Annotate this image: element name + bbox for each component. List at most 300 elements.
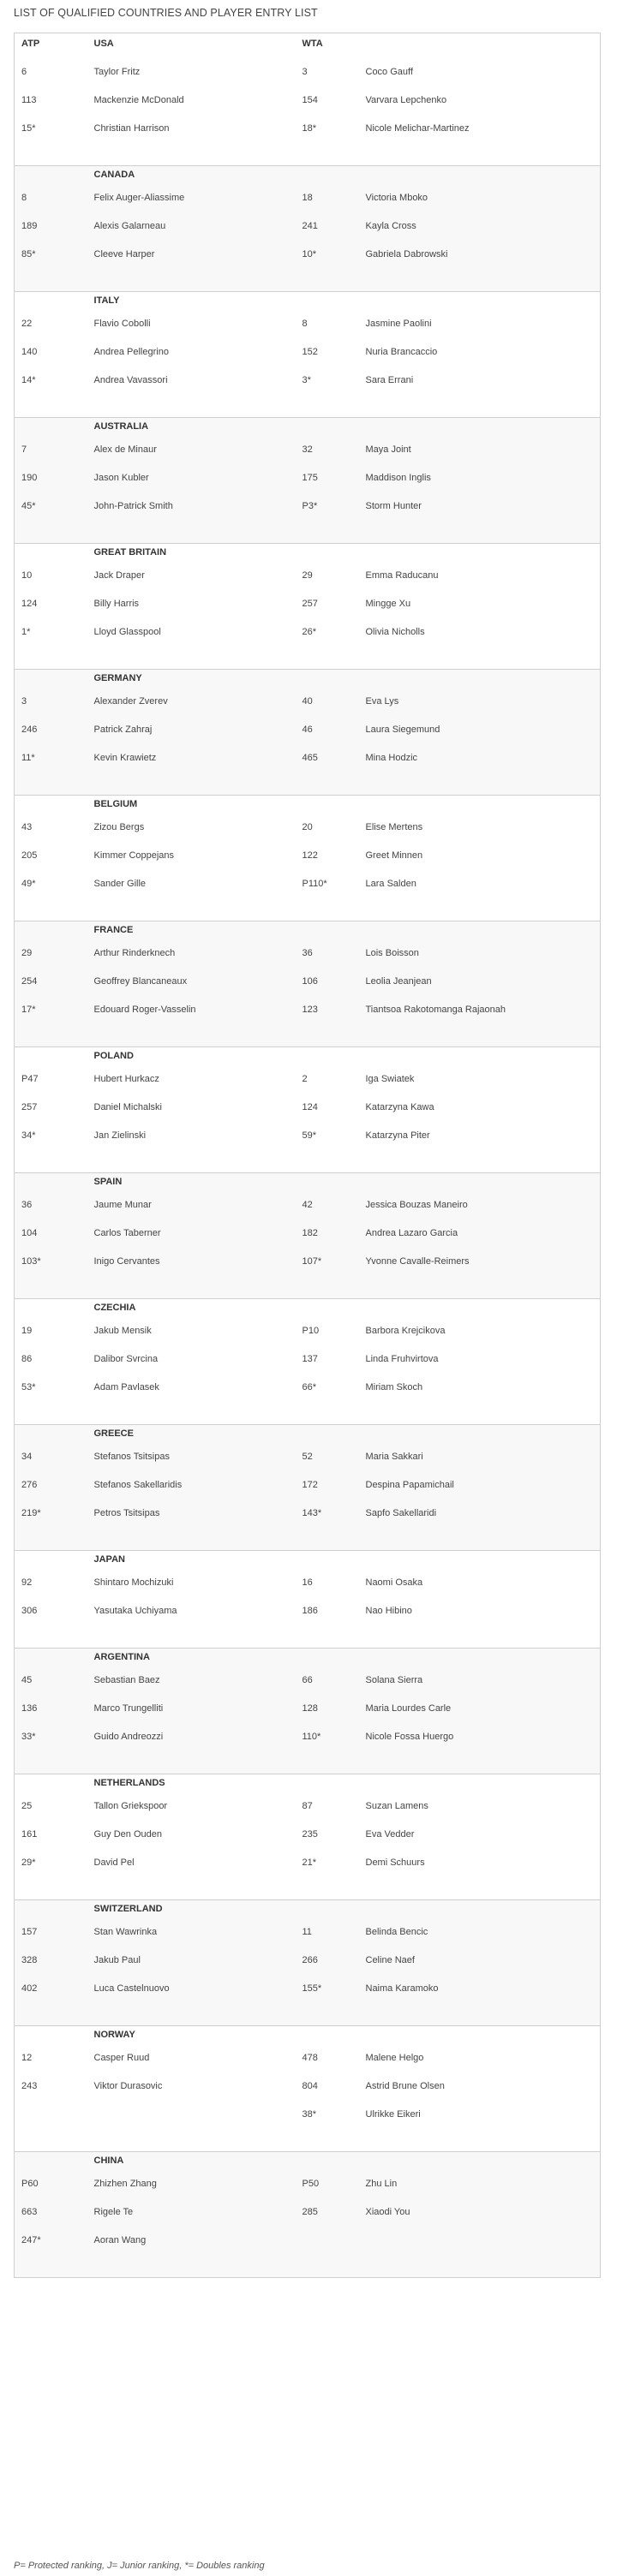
atp-rank: 11* (21, 752, 35, 763)
country-heading: NETHERLANDS (93, 1778, 165, 1788)
wta-player-name: Suzan Lamens (365, 1800, 428, 1811)
atp-rank: 22 (21, 318, 33, 329)
wta-rank: 2 (302, 1073, 308, 1084)
wta-rank: 20 (302, 821, 313, 832)
atp-player-name: Guido Andreozzi (93, 1731, 164, 1742)
atp-rank: 124 (21, 598, 38, 609)
wta-player-name: Elise Mertens (365, 821, 423, 832)
country-heading-row (15, 292, 601, 310)
wta-rank: 152 (302, 346, 318, 357)
atp-rank: 36 (21, 1199, 33, 1210)
atp-player-name: Sander Gille (93, 878, 147, 889)
wta-rank: 18* (302, 122, 317, 134)
atp-player-name: Petros Tsitsipas (93, 1507, 160, 1518)
wta-player-name: Varvara Lepchenko (365, 94, 447, 105)
spacer-row (15, 1401, 601, 1425)
atp-player-name: Hubert Hurkacz (93, 1073, 159, 1084)
atp-player-name: Sebastian Baez (93, 1674, 160, 1685)
header-blank-cell (359, 33, 601, 55)
country-heading-row (15, 1047, 601, 1065)
atp-player-name: Guy Den Ouden (93, 1828, 162, 1840)
wta-player-name: Eva Vedder (365, 1828, 415, 1840)
atp-rank: 247* (21, 2234, 41, 2245)
atp-rank: 86 (21, 1353, 33, 1364)
atp-player-name: Patrick Zahraj (93, 724, 153, 735)
country-heading: JAPAN (93, 1554, 125, 1565)
country-heading-row (15, 166, 601, 184)
wta-player-name: Mina Hodzic (365, 752, 418, 763)
table-row (15, 2197, 601, 2226)
wta-rank: 52 (302, 1451, 313, 1462)
blank-cell (296, 2152, 359, 2170)
table-row (15, 2169, 601, 2197)
country-heading-row (15, 2026, 601, 2044)
blank-cell (359, 1774, 601, 1792)
wta-player-name: Sara Errani (365, 374, 414, 385)
atp-rank: 85* (21, 248, 36, 259)
atp-rank (15, 2100, 87, 2128)
wta-rank: P10 (302, 1325, 320, 1336)
spacer-row (15, 1876, 601, 1900)
blank-cell (359, 921, 601, 939)
table-row (15, 114, 601, 142)
blank-cell (296, 418, 359, 436)
atp-player-name: Andrea Vavassori (93, 374, 168, 385)
atp-rank: 219* (21, 1507, 41, 1518)
wta-player-name: Maya Joint (365, 444, 411, 455)
table-row (15, 1974, 601, 2002)
spacer-row (15, 268, 601, 292)
wta-player-name: Celine Naef (365, 1954, 415, 1965)
table-row (15, 2072, 601, 2100)
wta-rank: 21* (302, 1857, 317, 1868)
atp-rank: 136 (21, 1702, 38, 1714)
table-row (15, 715, 601, 743)
atp-player-name: Stan Wawrinka (93, 1926, 158, 1937)
atp-rank: 190 (21, 472, 38, 483)
atp-rank: 3 (21, 695, 27, 707)
country-group (15, 544, 601, 670)
wta-rank: 804 (302, 2080, 318, 2091)
country-heading: NORWAY (93, 2030, 135, 2040)
blank-cell (296, 292, 359, 310)
wta-rank: 87 (302, 1800, 313, 1811)
country-group (15, 2152, 601, 2278)
wta-player-name: Victoria Mboko (365, 192, 428, 203)
atp-rank: 113 (21, 94, 37, 105)
wta-rank: P3* (302, 500, 318, 511)
table-row (15, 939, 601, 967)
blank-cell (15, 544, 87, 562)
country-heading-row (15, 418, 601, 436)
wta-player-name: Nao Hibino (365, 1605, 412, 1616)
wta-rank: 241 (302, 220, 318, 231)
wta-rank: 478 (302, 2052, 318, 2063)
wta-rank: 137 (302, 1353, 318, 1364)
atp-player-name: Billy Harris (93, 598, 140, 609)
atp-rank: P47 (21, 1073, 39, 1084)
country-group (15, 1425, 601, 1551)
wta-rank: 235 (302, 1828, 318, 1840)
wta-rank: 66* (302, 1381, 317, 1392)
country-heading: GREAT BRITAIN (93, 547, 167, 558)
wta-player-name: Leolia Jeanjean (365, 975, 432, 987)
blank-cell (359, 1173, 601, 1191)
wta-player-name: Malene Helgo (365, 2052, 424, 2063)
country-group (15, 1299, 601, 1425)
table-row (15, 1596, 601, 1625)
atp-player-name: Stefanos Tsitsipas (93, 1451, 170, 1462)
country-group (15, 1047, 601, 1173)
wta-rank: P50 (302, 2178, 320, 2189)
atp-rank: 49* (21, 878, 36, 889)
wta-rank: 10* (302, 248, 317, 259)
atp-player-name: Inigo Cervantes (93, 1255, 160, 1267)
country-heading-row (15, 796, 601, 814)
wta-rank: 42 (302, 1199, 313, 1210)
table-row (15, 463, 601, 492)
blank-cell (15, 166, 87, 184)
country-heading: GERMANY (93, 673, 142, 683)
spacer-row (15, 1527, 601, 1551)
atp-player-name: Tallon Griekspoor (93, 1800, 168, 1811)
table-row (15, 1064, 601, 1093)
table-row (15, 86, 601, 114)
blank-cell (359, 1047, 601, 1065)
atp-player-name: Taylor Fritz (93, 66, 141, 77)
table-row (15, 240, 601, 268)
wta-player-name: Kayla Cross (365, 220, 416, 231)
blank-cell (15, 292, 87, 310)
country-heading: POLAND (93, 1051, 134, 1061)
atp-player-name: Cleeve Harper (93, 248, 155, 259)
atp-player-name: Arthur Rinderknech (93, 947, 176, 958)
spacer-row (15, 2002, 601, 2026)
atp-player-name: Alexis Galarneau (93, 220, 166, 231)
wta-player-name: Linda Fruhvirtova (365, 1353, 439, 1364)
country-heading-row (15, 2152, 601, 2170)
atp-player-name: Andrea Pellegrino (93, 346, 169, 357)
atp-rank: P60 (21, 2178, 39, 2189)
atp-rank: 34* (21, 1130, 36, 1141)
wta-player-name: Katarzyna Piter (365, 1130, 430, 1141)
atp-rank: 17* (21, 1004, 36, 1015)
table-row (15, 589, 601, 617)
table-row (15, 212, 601, 240)
table-row (15, 435, 601, 463)
wta-player-name: Despina Papamichail (365, 1479, 454, 1490)
country-group (15, 921, 601, 1047)
wta-player-name: Coco Gauff (365, 66, 413, 77)
table-row (15, 967, 601, 995)
atp-rank: 246 (21, 724, 38, 735)
wta-rank: 182 (302, 1227, 318, 1238)
wta-rank (296, 2226, 359, 2254)
wta-player-name: Nuria Brancaccio (365, 346, 438, 357)
atp-player-name: Kimmer Coppejans (93, 850, 175, 861)
wta-player-name: Astrid Brune Olsen (365, 2080, 445, 2091)
wta-rank: 186 (302, 1605, 318, 1616)
table-row (15, 1946, 601, 1974)
wta-rank: 123 (302, 1004, 318, 1015)
blank-cell (15, 670, 87, 688)
wta-player-name: Tiantsoa Rakotomanga Rajaonah (365, 1004, 506, 1015)
country-heading: CANADA (93, 170, 135, 180)
wta-rank: 155* (302, 1983, 322, 1994)
country-heading: USA (93, 39, 114, 49)
spacer-row (15, 897, 601, 921)
table-row (15, 1247, 601, 1275)
blank-cell (359, 292, 601, 310)
country-heading: SPAIN (93, 1177, 123, 1187)
blank-cell (296, 1551, 359, 1569)
atp-rank: 157 (21, 1926, 38, 1937)
atp-player-name: Zizou Bergs (93, 821, 145, 832)
atp-rank: 189 (21, 220, 38, 231)
atp-rank: 15* (21, 122, 36, 134)
country-heading: BELGIUM (93, 799, 138, 809)
table-row (15, 2226, 601, 2254)
blank-cell (15, 1649, 87, 1667)
wta-rank: 11 (302, 1926, 312, 1937)
atp-rank: 29 (21, 947, 33, 958)
wta-player-name: Nicole Fossa Huergo (365, 1731, 454, 1742)
table-row (15, 687, 601, 715)
ranking-footnote: P= Protected ranking, J= Junior ranking, *= Doubles ranking (14, 2561, 265, 2571)
blank-cell (15, 1173, 87, 1191)
spacer-row (15, 772, 601, 796)
wta-player-name: Emma Raducanu (365, 569, 439, 581)
atp-player-name: Jakub Paul (93, 1954, 141, 1965)
country-group (15, 1649, 601, 1774)
blank-cell (296, 1173, 359, 1191)
table-row (15, 1792, 601, 1820)
wta-rank: 36 (302, 947, 313, 958)
spacer-row (15, 1149, 601, 1173)
country-heading-row (15, 670, 601, 688)
wta-rank: P110* (302, 878, 327, 889)
blank-cell (15, 2152, 87, 2170)
country-group (15, 670, 601, 796)
table-row (15, 57, 601, 86)
blank-cell (15, 921, 87, 939)
wta-rank: 285 (302, 2206, 318, 2217)
spacer-row (15, 2128, 601, 2152)
atp-rank: 328 (21, 1954, 38, 1965)
table-row (15, 183, 601, 212)
table-row (15, 995, 601, 1023)
country-heading: ARGENTINA (93, 1652, 150, 1662)
wta-rank: 59* (302, 1130, 317, 1141)
wta-player-name: Demi Schuurs (365, 1857, 425, 1868)
atp-player-name: Jason Kubler (93, 472, 149, 483)
atp-rank: 25 (21, 1800, 33, 1811)
atp-rank: 7 (21, 444, 27, 455)
wta-player-name: Storm Hunter (365, 500, 422, 511)
country-heading-row (15, 1900, 601, 1918)
table-row (15, 1345, 601, 1373)
table-row (15, 1917, 601, 1946)
table-row (15, 1093, 601, 1121)
wta-rank: 40 (302, 695, 313, 707)
atp-rank: 10 (21, 569, 33, 581)
table-row (15, 617, 601, 646)
blank-cell (15, 1774, 87, 1792)
blank-cell (296, 1299, 359, 1317)
wta-player-name: Maria Sakkari (365, 1451, 423, 1462)
wta-rank: 3* (302, 374, 311, 385)
country-heading: CZECHIA (93, 1303, 136, 1313)
wta-rank: 175 (302, 472, 318, 483)
table-row (15, 309, 601, 337)
blank-cell (296, 2026, 359, 2044)
country-heading-row (15, 1774, 601, 1792)
wta-player-name: Barbora Krejcikova (365, 1325, 446, 1336)
country-group (15, 33, 601, 166)
wta-rank: 16 (302, 1577, 313, 1588)
wta-player-name: Zhu Lin (365, 2178, 398, 2189)
country-group (15, 2026, 601, 2152)
blank-cell (296, 1425, 359, 1443)
atp-rank: 103* (21, 1255, 41, 1267)
wta-rank: 29 (302, 569, 313, 581)
atp-player-name: Adam Pavlasek (93, 1381, 159, 1392)
table-row (15, 743, 601, 772)
atp-player-name: Kevin Krawietz (93, 752, 157, 763)
atp-player-name: Zhizhen Zhang (93, 2178, 157, 2189)
atp-player-name: Flavio Cobolli (93, 318, 151, 329)
table-header-row (15, 33, 601, 55)
atp-rank: 104 (21, 1227, 38, 1238)
atp-rank: 53* (21, 1381, 36, 1392)
wta-player-name: Lara Salden (365, 878, 416, 889)
wta-player-name (359, 2226, 601, 2254)
blank-cell (359, 166, 601, 184)
table-row (15, 2100, 601, 2128)
blank-cell (359, 1425, 601, 1443)
spacer-row (15, 520, 601, 544)
country-heading-row (15, 921, 601, 939)
atp-rank: 8 (21, 192, 27, 203)
table-row (15, 1848, 601, 1876)
atp-rank: 1* (21, 626, 31, 637)
country-heading-row (15, 1425, 601, 1443)
wta-player-name: Sapfo Sakellaridi (365, 1507, 437, 1518)
country-group (15, 1173, 601, 1299)
table-row (15, 1316, 601, 1345)
blank-cell (15, 1047, 87, 1065)
atp-rank: 402 (21, 1983, 38, 1994)
atp-player-name: Shintaro Mochizuki (93, 1577, 174, 1588)
page-title: LIST OF QUALIFIED COUNTRIES AND PLAYER ENTRY LIST (14, 7, 318, 19)
country-heading: ITALY (93, 295, 120, 306)
table-row (15, 492, 601, 520)
wta-player-name: Ulrikke Eikeri (365, 2108, 421, 2120)
atp-rank: 140 (21, 346, 38, 357)
atp-player-name: Mackenzie McDonald (93, 94, 184, 105)
table-row (15, 841, 601, 869)
wta-player-name: Andrea Lazaro Garcia (365, 1227, 458, 1238)
country-group (15, 1900, 601, 2026)
atp-player-name: Rigele Te (93, 2206, 134, 2217)
blank-cell (296, 1774, 359, 1792)
blank-cell (359, 1649, 601, 1667)
table-row (15, 869, 601, 897)
atp-player-name: Marco Trungelliti (93, 1702, 164, 1714)
blank-cell (15, 1551, 87, 1569)
spacer-row (15, 142, 601, 166)
wta-rank: 18 (302, 192, 313, 203)
wta-rank: 8 (302, 318, 308, 329)
table-row (15, 813, 601, 841)
spacer-row (15, 646, 601, 670)
table-row (15, 1121, 601, 1149)
spacer-row (15, 1023, 601, 1047)
atp-player-name: Christian Harrison (93, 122, 170, 134)
atp-rank: 43 (21, 821, 33, 832)
country-group (15, 418, 601, 544)
table-row (15, 2043, 601, 2072)
atp-rank: 276 (21, 1479, 38, 1490)
blank-cell (15, 1425, 87, 1443)
wta-player-name: Solana Sierra (365, 1674, 423, 1685)
wta-rank: 257 (302, 598, 318, 609)
blank-cell (15, 1900, 87, 1918)
wta-column-header: WTA (302, 39, 323, 49)
wta-rank: 143* (302, 1507, 322, 1518)
blank-cell (359, 1551, 601, 1569)
blank-cell (359, 670, 601, 688)
wta-rank: 128 (302, 1702, 318, 1714)
atp-rank: 243 (21, 2080, 38, 2091)
table-row (15, 1219, 601, 1247)
atp-rank: 19 (21, 1325, 33, 1336)
country-heading-row (15, 1649, 601, 1667)
blank-cell (359, 2026, 601, 2044)
atp-player-name: Carlos Taberner (93, 1227, 161, 1238)
wta-rank: 107* (302, 1255, 322, 1267)
country-group (15, 166, 601, 292)
atp-player-name: John-Patrick Smith (93, 500, 173, 511)
wta-rank: 106 (302, 975, 318, 987)
wta-player-name: Iga Swiatek (365, 1073, 415, 1084)
wta-player-name: Miriam Skoch (365, 1381, 423, 1392)
blank-cell (359, 544, 601, 562)
atp-rank: 92 (21, 1577, 33, 1588)
table-row (15, 561, 601, 589)
atp-player-name: Jack Draper (93, 569, 145, 581)
atp-rank: 161 (21, 1828, 38, 1840)
blank-cell (359, 2152, 601, 2170)
blank-cell (359, 1299, 601, 1317)
wta-rank: 26* (302, 626, 317, 637)
atp-rank: 34 (21, 1451, 33, 1462)
atp-player-name: Dalibor Svrcina (93, 1353, 159, 1364)
wta-rank: 66 (302, 1674, 313, 1685)
table-row (15, 1820, 601, 1848)
atp-rank: 205 (21, 850, 38, 861)
wta-player-name: Jasmine Paolini (365, 318, 432, 329)
atp-rank: 45* (21, 500, 36, 511)
blank-cell (15, 418, 87, 436)
wta-player-name: Gabriela Dabrowski (365, 248, 448, 259)
country-heading: GREECE (93, 1428, 134, 1439)
country-heading-row (15, 1299, 601, 1317)
blank-cell (296, 1649, 359, 1667)
table-row (15, 1190, 601, 1219)
country-heading: AUSTRALIA (93, 421, 149, 432)
wta-player-name: Jessica Bouzas Maneiro (365, 1199, 468, 1210)
